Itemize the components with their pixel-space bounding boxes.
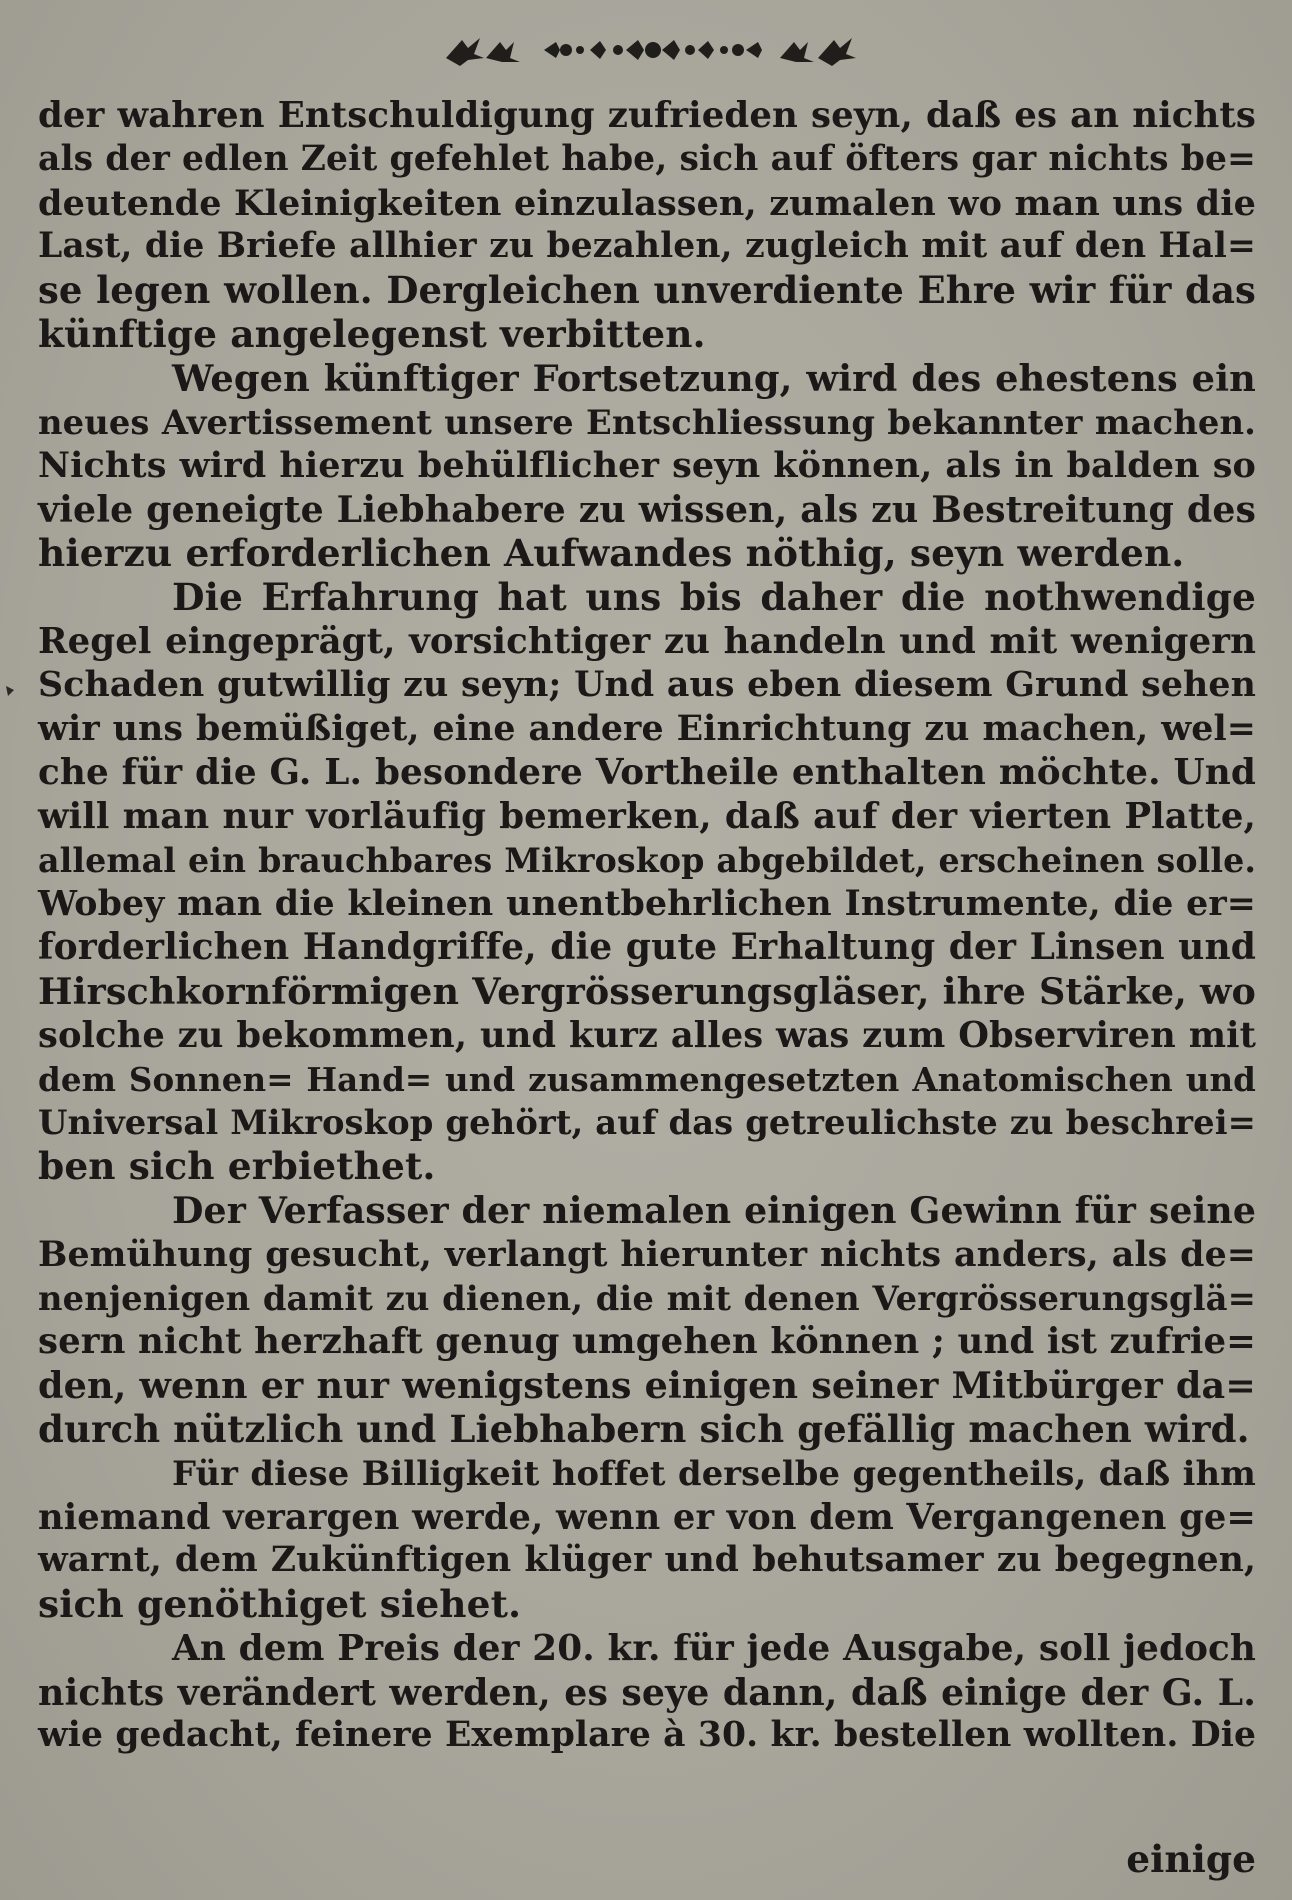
text-line: neues Avertissement unsere Entschliessung bekannter machen. bbox=[38, 401, 1256, 442]
text-line: Hirschkornförmigen Vergrösserungsgläser, ihre Stärke, wo bbox=[38, 969, 1256, 1013]
catchword: einige bbox=[1126, 1837, 1256, 1881]
body-text bbox=[38, 94, 1256, 1758]
ornament-icon bbox=[440, 28, 860, 72]
text-line: Nichts wird hierzu behülflicher seyn können, als in balden so bbox=[38, 445, 1256, 487]
text-line: warnt, dem Zukünftigen klüger und behutsamer zu begegnen, bbox=[38, 1540, 1256, 1581]
text-line: nichts verändert werden, es seye dann, daß einige der G. L. bbox=[38, 1670, 1256, 1714]
text-line: Wobey man die kleinen unentbehrlichen Instrumente, die er= bbox=[38, 883, 1256, 925]
text-line: Der Verfasser der niemalen einigen Gewinn für seine bbox=[172, 1188, 1256, 1232]
text-line: will man nur vorläufig bemerken, daß auf der vierten Platte, bbox=[38, 795, 1256, 837]
text-line: forderlichen Handgriffe, die gute Erhaltung der Linsen und bbox=[38, 926, 1256, 969]
text-line: Bemühung gesucht, verlangt hierunter nichts anders, als de= bbox=[38, 1233, 1256, 1275]
text-line: che für die G. L. besondere Vortheile enthalten möchte. Und bbox=[38, 750, 1256, 793]
margin-mark-icon bbox=[4, 684, 16, 698]
text-line: wir uns bemüßiget, eine andere Einrichtung zu machen, wel= bbox=[38, 708, 1256, 750]
text-line: se legen wollen. Dergleichen unverdiente Ehre wir für das bbox=[38, 268, 1256, 313]
text-line: niemand verargen werde, wenn er von dem Vergangenen ge= bbox=[38, 1496, 1256, 1538]
text-line: An dem Preis der 20. kr. für jede Ausgabe, soll jedoch bbox=[172, 1626, 1256, 1669]
text-line: Universal Mikroskop gehört, auf das getreulichste zu beschrei= bbox=[38, 1102, 1256, 1143]
text-line: der wahren Entschuldigung zufrieden seyn, daß es an nichts bbox=[38, 95, 1256, 136]
text-line: wie gedacht, feinere Exemplare à 30. kr. bestellen wollten. Die bbox=[38, 1715, 1256, 1756]
text-line: Die Erfahrung hat uns bis daher die nothwendige bbox=[172, 574, 1256, 619]
text-line: als der edlen Zeit gefehlet habe, sich auf öfters gar nichts be= bbox=[38, 138, 1257, 179]
text-line: viele geneigte Liebhabere zu wissen, als zu Bestreitung des bbox=[38, 488, 1256, 532]
text-line: Schaden gutwillig zu seyn; Und aus eben diesem Grund sehen bbox=[38, 664, 1256, 706]
text-line: solche zu bekommen, und kurz alles was zum Observiren mit bbox=[38, 1014, 1256, 1056]
text-line: allemal ein brauchbares Mikroskop abgebildet, erscheinen solle. bbox=[38, 840, 1256, 880]
text-line: Last, die Briefe allhier zu bezahlen, zugleich mit auf den Hal= bbox=[38, 226, 1256, 267]
text-line: ben sich erbiethet. bbox=[38, 1144, 436, 1189]
text-line: sich genöthiget siehet. bbox=[38, 1582, 522, 1627]
text-line: Für diese Billigkeit hoffet derselbe gegentheils, daß ihm bbox=[172, 1452, 1256, 1493]
text-line: künftige angelegenst verbitten. bbox=[38, 311, 706, 356]
text-line: durch nützlich und Liebhabern sich gefällig machen wird. bbox=[38, 1406, 1250, 1451]
text-line: Regel eingeprägt, vorsichtiger zu handeln und mit wenigern bbox=[38, 620, 1256, 662]
text-line: nenjenigen damit zu dienen, die mit denen Vergrösserungsglä= bbox=[38, 1277, 1256, 1318]
text-line: deutende Kleinigkeiten einzulassen, zumalen wo man uns die bbox=[38, 182, 1256, 224]
text-line: hierzu erforderlichen Aufwandes nöthig, seyn werden. bbox=[38, 530, 1185, 575]
text-line: dem Sonnen= Hand= und zusammengesetzten Anatomischen und bbox=[38, 1059, 1256, 1099]
text-line: den, wenn er nur wenigstens einigen seiner Mitbürger da= bbox=[38, 1364, 1256, 1408]
text-line: Wegen künftiger Fortsetzung, wird des ehestens ein bbox=[172, 355, 1256, 400]
text-line: sern nicht herzhaft genug umgehen können ; und ist zufrie= bbox=[38, 1321, 1256, 1363]
